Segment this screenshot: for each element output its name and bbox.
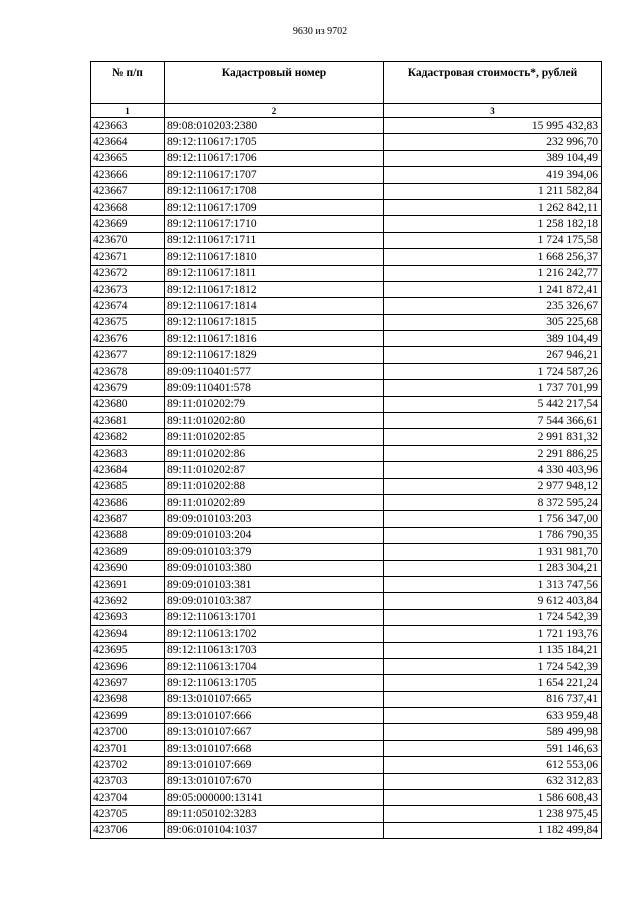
cadastral-value-cell: 305 225,68 xyxy=(384,314,602,330)
row-number-cell: 423701 xyxy=(91,740,165,756)
cadastral-number-cell: 89:12:110613:1704 xyxy=(165,658,384,674)
cadastral-number-cell: 89:11:010202:86 xyxy=(165,445,384,461)
table-row xyxy=(91,167,602,183)
row-number-cell: 423700 xyxy=(91,724,165,740)
cadastral-number-cell: 89:11:010202:80 xyxy=(165,413,384,429)
table-row xyxy=(91,445,602,461)
cadastral-value-cell: 267 946,21 xyxy=(384,347,602,363)
table-row xyxy=(91,544,602,560)
cadastral-number-cell: 89:12:110617:1814 xyxy=(165,298,384,314)
row-number-cell: 423668 xyxy=(91,199,165,215)
cadastral-number-cell: 89:11:010202:85 xyxy=(165,429,384,445)
column-number-row xyxy=(91,104,602,118)
cadastral-number-cell: 89:09:010103:379 xyxy=(165,544,384,560)
table-row xyxy=(91,363,602,379)
cadastral-value-cell: 1 258 182,18 xyxy=(384,216,602,232)
row-number-cell: 423671 xyxy=(91,249,165,265)
cadastral-value-cell: 2 991 831,32 xyxy=(384,429,602,445)
row-number-cell: 423685 xyxy=(91,478,165,494)
row-number-cell: 423699 xyxy=(91,708,165,724)
row-number-cell: 423680 xyxy=(91,396,165,412)
table-row xyxy=(91,642,602,658)
table-row xyxy=(91,314,602,330)
table-row xyxy=(91,429,602,445)
table-row xyxy=(91,806,602,822)
row-number-cell: 423682 xyxy=(91,429,165,445)
cadastral-value-cell: 419 394,06 xyxy=(384,167,602,183)
table-row xyxy=(91,560,602,576)
cadastral-number-cell: 89:09:110401:577 xyxy=(165,363,384,379)
cadastral-value-cell: 612 553,06 xyxy=(384,757,602,773)
cadastral-number-cell: 89:11:010202:89 xyxy=(165,494,384,510)
row-number-cell: 423678 xyxy=(91,363,165,379)
cadastral-value-cell: 1 724 542,39 xyxy=(384,609,602,625)
cadastral-value-cell: 235 326,67 xyxy=(384,298,602,314)
row-number-cell: 423681 xyxy=(91,413,165,429)
row-number-cell: 423697 xyxy=(91,675,165,691)
cadastral-number-cell: 89:09:010103:387 xyxy=(165,593,384,609)
table-row xyxy=(91,347,602,363)
header-row-number: № п/п xyxy=(91,62,165,104)
cadastral-number-cell: 89:05:000000:13141 xyxy=(165,790,384,806)
table-row xyxy=(91,494,602,510)
cadastral-number-cell: 89:09:010103:381 xyxy=(165,576,384,592)
cadastral-number-cell: 89:11:050102:3283 xyxy=(165,806,384,822)
cadastral-number-cell: 89:12:110613:1703 xyxy=(165,642,384,658)
row-number-cell: 423695 xyxy=(91,642,165,658)
header-cadastral-value: Кадастровая стоимость*, рублей xyxy=(384,62,602,104)
cadastral-number-cell: 89:12:110617:1810 xyxy=(165,249,384,265)
cadastral-number-cell: 89:12:110617:1705 xyxy=(165,134,384,150)
row-number-cell: 423673 xyxy=(91,281,165,297)
cadastral-number-cell: 89:11:010202:79 xyxy=(165,396,384,412)
row-number-cell: 423687 xyxy=(91,511,165,527)
table-row xyxy=(91,675,602,691)
table-row xyxy=(91,773,602,789)
cadastral-number-cell: 89:13:010107:670 xyxy=(165,773,384,789)
cadastral-value-cell: 589 499,98 xyxy=(384,724,602,740)
cadastral-number-cell: 89:12:110617:1706 xyxy=(165,150,384,166)
cadastral-value-cell: 1 724 175,58 xyxy=(384,232,602,248)
row-number-cell: 423689 xyxy=(91,544,165,560)
cadastral-value-cell: 1 786 790,35 xyxy=(384,527,602,543)
cadastral-value-cell: 4 330 403,96 xyxy=(384,462,602,478)
cadastral-number-cell: 89:09:010103:203 xyxy=(165,511,384,527)
cadastral-value-cell: 232 996,70 xyxy=(384,134,602,150)
cadastral-number-cell: 89:12:110613:1702 xyxy=(165,626,384,642)
row-number-cell: 423702 xyxy=(91,757,165,773)
cadastral-value-cell: 1 262 842,11 xyxy=(384,199,602,215)
table-row xyxy=(91,822,602,838)
column-number-1: 1 xyxy=(91,104,165,118)
cadastral-number-cell: 89:13:010107:665 xyxy=(165,691,384,707)
cadastral-number-cell: 89:12:110617:1829 xyxy=(165,347,384,363)
cadastral-number-cell: 89:13:010107:667 xyxy=(165,724,384,740)
row-number-cell: 423692 xyxy=(91,593,165,609)
cadastral-value-cell: 1 182 499,84 xyxy=(384,822,602,838)
row-number-cell: 423672 xyxy=(91,265,165,281)
cadastral-value-cell: 1 724 587,26 xyxy=(384,363,602,379)
cadastral-number-cell: 89:12:110617:1710 xyxy=(165,216,384,232)
cadastral-value-cell: 1 216 242,77 xyxy=(384,265,602,281)
cadastral-value-cell: 1 756 347,00 xyxy=(384,511,602,527)
table-row xyxy=(91,708,602,724)
table-row xyxy=(91,265,602,281)
table-row xyxy=(91,626,602,642)
table-body xyxy=(91,118,602,839)
row-number-cell: 423674 xyxy=(91,298,165,314)
cadastral-value-cell: 632 312,83 xyxy=(384,773,602,789)
cadastral-value-cell: 1 721 193,76 xyxy=(384,626,602,642)
row-number-cell: 423665 xyxy=(91,150,165,166)
row-number-cell: 423667 xyxy=(91,183,165,199)
cadastral-number-cell: 89:13:010107:666 xyxy=(165,708,384,724)
cadastral-number-cell: 89:12:110617:1708 xyxy=(165,183,384,199)
row-number-cell: 423688 xyxy=(91,527,165,543)
cadastral-value-cell: 633 959,48 xyxy=(384,708,602,724)
row-number-cell: 423669 xyxy=(91,216,165,232)
cadastral-number-cell: 89:06:010104:1037 xyxy=(165,822,384,838)
row-number-cell: 423706 xyxy=(91,822,165,838)
column-number-3: 3 xyxy=(384,104,602,118)
table-row xyxy=(91,118,602,134)
cadastral-number-cell: 89:12:110613:1705 xyxy=(165,675,384,691)
cadastral-value-cell: 1 135 184,21 xyxy=(384,642,602,658)
row-number-cell: 423676 xyxy=(91,331,165,347)
row-number-cell: 423686 xyxy=(91,494,165,510)
table-row xyxy=(91,249,602,265)
page-number: 9630 из 9702 xyxy=(292,26,348,37)
row-number-cell: 423704 xyxy=(91,790,165,806)
column-number-2: 2 xyxy=(165,104,384,118)
cadastral-value-cell: 7 544 366,61 xyxy=(384,413,602,429)
table-row xyxy=(91,478,602,494)
header-cadastral-number: Кадастровый номер xyxy=(165,62,384,104)
row-number-cell: 423703 xyxy=(91,773,165,789)
cadastral-value-cell: 1 654 221,24 xyxy=(384,675,602,691)
cadastral-number-cell: 89:12:110613:1701 xyxy=(165,609,384,625)
cadastral-number-cell: 89:12:110617:1815 xyxy=(165,314,384,330)
table-header-row xyxy=(91,62,602,104)
table-row xyxy=(91,199,602,215)
cadastral-value-cell: 1 724 542,39 xyxy=(384,658,602,674)
row-number-cell: 423675 xyxy=(91,314,165,330)
table-row xyxy=(91,396,602,412)
cadastral-value-table xyxy=(90,61,602,839)
cadastral-number-cell: 89:09:010103:380 xyxy=(165,560,384,576)
cadastral-value-cell: 1 586 608,43 xyxy=(384,790,602,806)
cadastral-number-cell: 89:12:110617:1707 xyxy=(165,167,384,183)
row-number-cell: 423690 xyxy=(91,560,165,576)
cadastral-value-cell: 8 372 595,24 xyxy=(384,494,602,510)
table-row xyxy=(91,331,602,347)
row-number-cell: 423666 xyxy=(91,167,165,183)
cadastral-number-cell: 89:12:110617:1811 xyxy=(165,265,384,281)
cadastral-number-cell: 89:09:010103:204 xyxy=(165,527,384,543)
table-row xyxy=(91,413,602,429)
cadastral-value-cell: 15 995 432,83 xyxy=(384,118,602,134)
row-number-cell: 423679 xyxy=(91,380,165,396)
table-row xyxy=(91,691,602,707)
table-row xyxy=(91,511,602,527)
row-number-cell: 423683 xyxy=(91,445,165,461)
cadastral-number-cell: 89:11:010202:88 xyxy=(165,478,384,494)
cadastral-value-cell: 816 737,41 xyxy=(384,691,602,707)
cadastral-value-cell: 1 211 582,84 xyxy=(384,183,602,199)
cadastral-value-cell: 2 977 948,12 xyxy=(384,478,602,494)
cadastral-number-cell: 89:08:010203:2380 xyxy=(165,118,384,134)
row-number-cell: 423670 xyxy=(91,232,165,248)
cadastral-number-cell: 89:11:010202:87 xyxy=(165,462,384,478)
cadastral-value-cell: 1 241 872,41 xyxy=(384,281,602,297)
table-row xyxy=(91,281,602,297)
table-row xyxy=(91,576,602,592)
cadastral-number-cell: 89:12:110617:1812 xyxy=(165,281,384,297)
cadastral-value-cell: 1 931 981,70 xyxy=(384,544,602,560)
table-row xyxy=(91,183,602,199)
cadastral-value-cell: 389 104,49 xyxy=(384,150,602,166)
cadastral-value-cell: 389 104,49 xyxy=(384,331,602,347)
cadastral-number-cell: 89:12:110617:1711 xyxy=(165,232,384,248)
row-number-cell: 423696 xyxy=(91,658,165,674)
cadastral-value-cell: 9 612 403,84 xyxy=(384,593,602,609)
row-number-cell: 423663 xyxy=(91,118,165,134)
cadastral-number-cell: 89:12:110617:1709 xyxy=(165,199,384,215)
table-row xyxy=(91,462,602,478)
cadastral-number-cell: 89:13:010107:668 xyxy=(165,740,384,756)
table-row xyxy=(91,232,602,248)
cadastral-value-cell: 5 442 217,54 xyxy=(384,396,602,412)
cadastral-number-cell: 89:13:010107:669 xyxy=(165,757,384,773)
cadastral-value-cell: 1 737 701,99 xyxy=(384,380,602,396)
table-row xyxy=(91,380,602,396)
cadastral-value-cell: 591 146,63 xyxy=(384,740,602,756)
cadastral-value-cell: 1 238 975,45 xyxy=(384,806,602,822)
table-row xyxy=(91,724,602,740)
cadastral-value-cell: 1 313 747,56 xyxy=(384,576,602,592)
row-number-cell: 423684 xyxy=(91,462,165,478)
cadastral-value-cell: 1 668 256,37 xyxy=(384,249,602,265)
table-row xyxy=(91,216,602,232)
row-number-cell: 423664 xyxy=(91,134,165,150)
cadastral-number-cell: 89:09:110401:578 xyxy=(165,380,384,396)
cadastral-value-cell: 2 291 886,25 xyxy=(384,445,602,461)
table-row xyxy=(91,790,602,806)
table-row xyxy=(91,593,602,609)
row-number-cell: 423694 xyxy=(91,626,165,642)
table-row xyxy=(91,298,602,314)
table-row xyxy=(91,527,602,543)
table-row xyxy=(91,134,602,150)
row-number-cell: 423693 xyxy=(91,609,165,625)
table-row xyxy=(91,757,602,773)
table-row xyxy=(91,658,602,674)
row-number-cell: 423705 xyxy=(91,806,165,822)
cadastral-value-cell: 1 283 304,21 xyxy=(384,560,602,576)
table-row xyxy=(91,740,602,756)
table-row xyxy=(91,150,602,166)
table-row xyxy=(91,609,602,625)
row-number-cell: 423691 xyxy=(91,576,165,592)
cadastral-number-cell: 89:12:110617:1816 xyxy=(165,331,384,347)
row-number-cell: 423677 xyxy=(91,347,165,363)
row-number-cell: 423698 xyxy=(91,691,165,707)
